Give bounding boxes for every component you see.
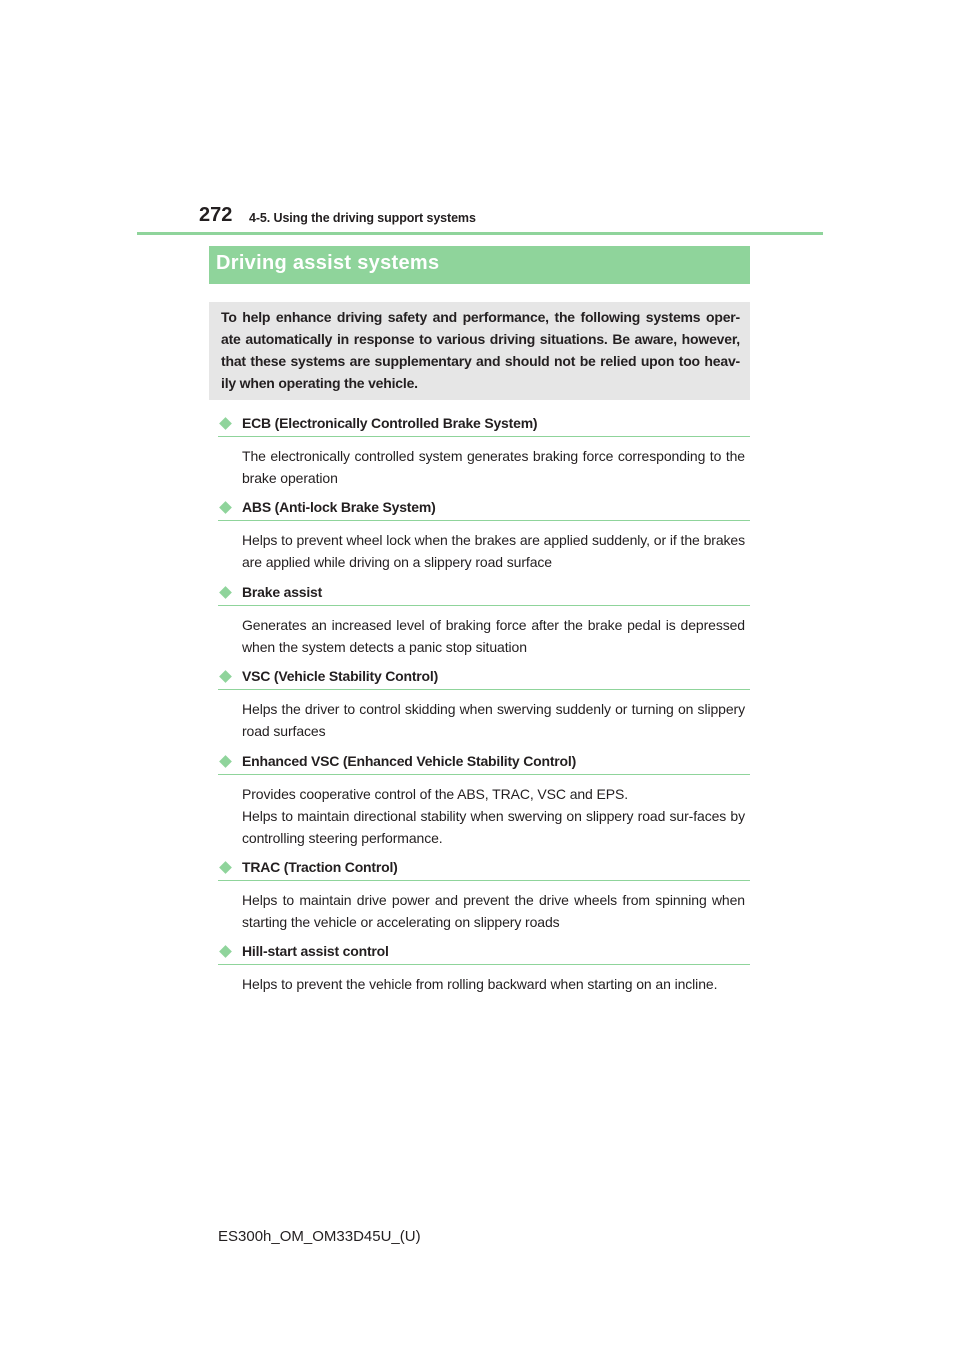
- entry-paragraph: Helps to prevent the vehicle from rolling backward when starting on an incline.: [242, 976, 718, 992]
- entry-title: ABS (Anti-lock Brake System): [242, 499, 436, 515]
- entry-paragraph: Helps to maintain drive power and prevent the drive wheels from spinning when starting the vehicle or accelerating on slippery roads: [242, 892, 745, 930]
- entry-vsc: [218, 667, 750, 742]
- entry-head: [218, 414, 750, 437]
- entry-paragraph: Helps the driver to control skidding when swerving suddenly or turning on slippery road surfaces: [242, 701, 745, 739]
- diamond-bullet-icon: [219, 501, 232, 514]
- intro-box: [209, 302, 750, 400]
- diamond-bullet-icon: [219, 586, 232, 599]
- entry-title: Brake assist: [242, 584, 323, 600]
- entry-body: [242, 973, 745, 995]
- page-number: 272: [199, 204, 233, 226]
- entry-abs: [218, 498, 750, 573]
- entry-head: [218, 942, 750, 965]
- diamond-bullet-icon: [219, 755, 232, 768]
- entry-body: [242, 698, 745, 742]
- title-bar: [209, 246, 750, 284]
- entry-ecb: [218, 414, 750, 489]
- entry-head: [218, 667, 750, 690]
- entry-head: [218, 858, 750, 881]
- intro-text: To help enhance driving safety and performance, the following systems oper-ate automatically in response to various driving situations. Be aware, however, that these systems are supplementary and should not be relied upon too heav-ily when operating the vehicle.: [221, 309, 740, 391]
- entry-paragraph: Helps to prevent wheel lock when the brakes are applied suddenly, or if the brakes are applied while driving on a slippery road surface: [242, 532, 745, 570]
- section-title: 4-5. Using the driving support systems: [249, 211, 476, 225]
- entry-head: [218, 498, 750, 521]
- entry-title: VSC (Vehicle Stability Control): [242, 668, 439, 684]
- page-title: Driving assist systems: [216, 252, 440, 274]
- page-header: [137, 200, 823, 236]
- entry-hill-start: [218, 942, 750, 995]
- entry-brake-assist: [218, 583, 750, 658]
- entry-head: [218, 583, 750, 606]
- diamond-bullet-icon: [219, 861, 232, 874]
- entry-body: [242, 614, 745, 658]
- entry-title: Enhanced VSC (Enhanced Vehicle Stability Control): [242, 753, 577, 769]
- diamond-bullet-icon: [219, 945, 232, 958]
- entry-paragraph: Helps to maintain directional stability when swerving on slippery road sur-faces by controlling steering performance.: [242, 808, 745, 846]
- entry-title: Hill-start assist control: [242, 943, 389, 959]
- entry-body: [242, 445, 745, 489]
- entry-trac: [218, 858, 750, 933]
- entry-paragraph: The electronically controlled system generates braking force corresponding to the brake operation: [242, 448, 745, 486]
- entry-title: ECB (Electronically Controlled Brake System): [242, 415, 538, 431]
- entry-head: [218, 752, 750, 775]
- footer-doc-code: ES300h_OM_OM33D45U_(U): [218, 1228, 421, 1245]
- entry-body: [242, 529, 745, 573]
- entry-title: TRAC (Traction Control): [242, 859, 398, 875]
- entry-paragraph: Provides cooperative control of the ABS, TRAC, VSC and EPS.: [242, 786, 629, 802]
- entry-enhanced-vsc: [218, 752, 750, 849]
- diamond-bullet-icon: [219, 417, 232, 430]
- entry-body: [242, 889, 745, 933]
- entry-body: [242, 783, 745, 849]
- header-rule: [137, 232, 823, 235]
- entry-paragraph: Generates an increased level of braking force after the brake pedal is depressed when the system detects a panic stop situation: [242, 617, 745, 655]
- diamond-bullet-icon: [219, 670, 232, 683]
